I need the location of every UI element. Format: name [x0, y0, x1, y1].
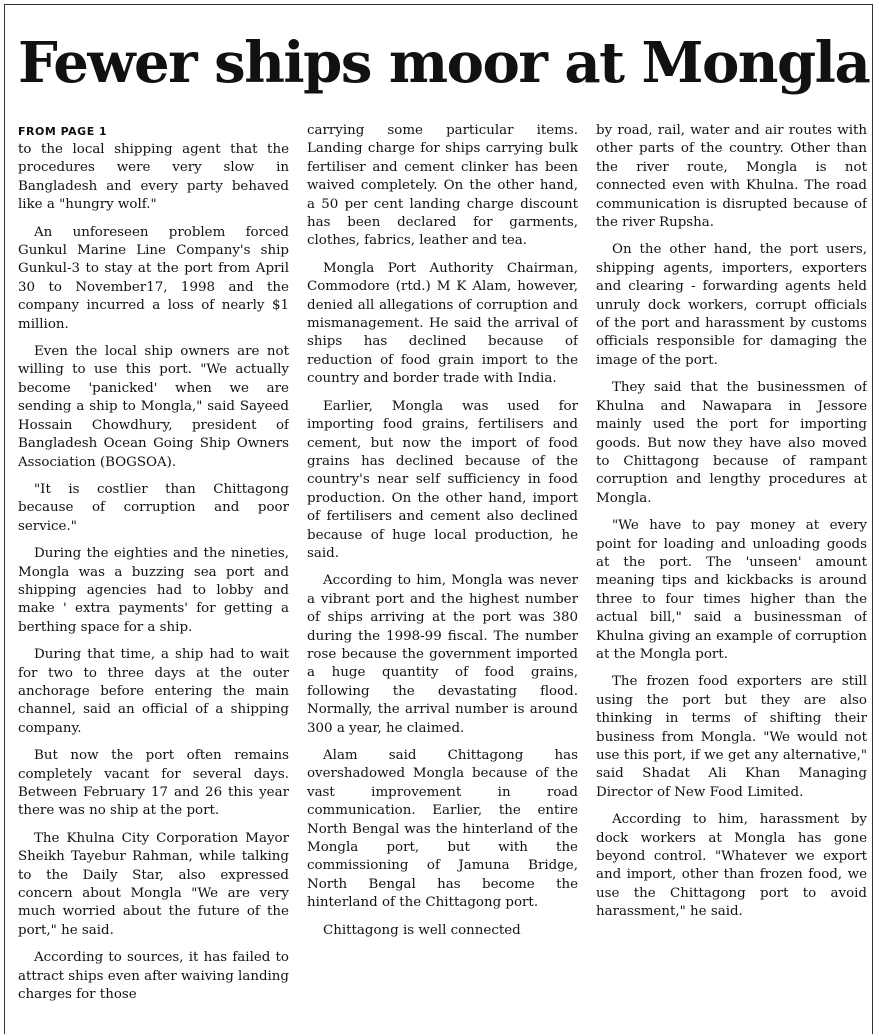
paragraph: "We have to pay money at every point for loading and unloading goods at the port. The 'unseen' amount meaning tips and kickbacks is around three to four times higher than the actual bill," said a businessman of Khulna giving an example of corruption at the Mongla port.: [596, 518, 867, 662]
paragraph: Earlier, Mongla was used for importing food grains, fertilisers and cement, but now the import of food grains has declined because of the country's near self sufficiency in food production. On the other hand, import of fertilisers and cement also declined because of huge local production, he said.: [307, 398, 578, 561]
paragraph: According to him, Mongla was never a vibrant port and the highest number of ships arriving at the port was 380 during the 1998-99 fiscal. The number rose because the government imported a huge quantity of food grains, following the devastating flood. Normally, the arrival number is around 300 a year, he claimed.: [307, 573, 578, 736]
paragraph: According to him, harassment by dock workers at Mongla has gone beyond control. "Whatever we export and import, other than frozen food, we use the Chittagong port to avoid harassment," he said.: [596, 812, 867, 920]
paragraph: An unforeseen problem forced Gunkul Marine Line Company's ship Gunkul-3 to stay at the port from April 30 to November17, 1998 and the company incurred a loss of nearly $1 million.: [18, 224, 289, 332]
kicker: FROM PAGE 1: [18, 125, 108, 138]
paragraph: During that time, a ship had to wait for two to three days at the outer anchorage before entering the main channel, said an official of a shipping company.: [18, 647, 289, 736]
article-body: [18, 122, 868, 1036]
paragraph: During the eighties and the nineties, Mongla was a buzzing sea port and shipping agencies had to lobby and make ' extra payments' for getting a berthing space for a ship.: [18, 546, 289, 635]
paragraph: Mongla Port Authority Chairman, Commodore (rtd.) M K Alam, however, denied all allegations of corruption and mismanagement. He said the arrival of ships has declined because of reduction of food grain import to the country and border trade with India.: [307, 260, 578, 387]
column-3: [596, 122, 867, 1036]
paragraph: carrying some particular items. Landing charge for ships carrying bulk fertiliser and cement clinker has been waived completely. On the other hand, a 50 per cent landing charge discount has been declared for garments, clothes, fabrics, leather and tea.: [307, 123, 578, 249]
paragraph: by road, rail, water and air routes with other parts of the country. Other than the river route, Mongla is not connected even with Khulna. The road communication is disrupted because of the river Rupsha.: [596, 123, 867, 231]
paragraph: Alam said Chittagong has overshadowed Mongla because of the vast improvement in road communication. Earlier, the entire North Bengal was the hinterland of the Mongla port, but with the commissioning of Jamuna Bridge, North Bengal has become the hinterland of the Chittagong port.: [307, 748, 578, 911]
headline: Fewer ships moor at Mongla: [18, 30, 870, 96]
column-1: [18, 122, 289, 1036]
paragraph: "It is costlier than Chittagong because of corruption and poor service.": [18, 481, 289, 534]
paragraph: But now the port often remains completely vacant for several days. Between February 17 and 26 this year there was no ship at the port.: [18, 748, 289, 819]
paragraph: Chittagong is well connected: [323, 922, 521, 938]
paragraph: According to sources, it has failed to attract ships even after waiving landing charges for those: [18, 950, 289, 1003]
column-2: [307, 122, 578, 1036]
paragraph: to the local shipping agent that the procedures were very slow in Bangladesh and every party behaved like a "hungry wolf.": [18, 142, 289, 213]
paragraph: The frozen food exporters are still using the port but they are also thinking in terms of shifting their business from Mongla. "We would not use this port, if we get any alternative," said Shadat Ali Khan Managing Director of New Food Limited.: [596, 674, 867, 800]
paragraph: On the other hand, the port users, shipping agents, importers, exporters and clearing - forwarding agents held unruly dock workers, corrupt officials of the port and harassment by customs officials responsible for damaging the image of the port.: [596, 242, 867, 368]
paragraph: Even the local ship owners are not willing to use this port. "We actually become 'panicked' when we are sending a ship to Mongla," said Sayeed Hossain Chowdhury, president of Bangladesh Ocean Going Ship Owners Association (BOGSOA).: [18, 344, 289, 470]
paragraph: The Khulna City Corporation Mayor Sheikh Tayebur Rahman, while talking to the Daily Star, also expressed concern about Mongla "We are very much worried about the future of the port," he said.: [18, 830, 289, 938]
paragraph: They said that the businessmen of Khulna and Nawapara in Jessore mainly used the port for importing goods. But now they have also moved to Chittagong because of rampant corruption and lengthy procedures at Mongla.: [596, 380, 867, 506]
